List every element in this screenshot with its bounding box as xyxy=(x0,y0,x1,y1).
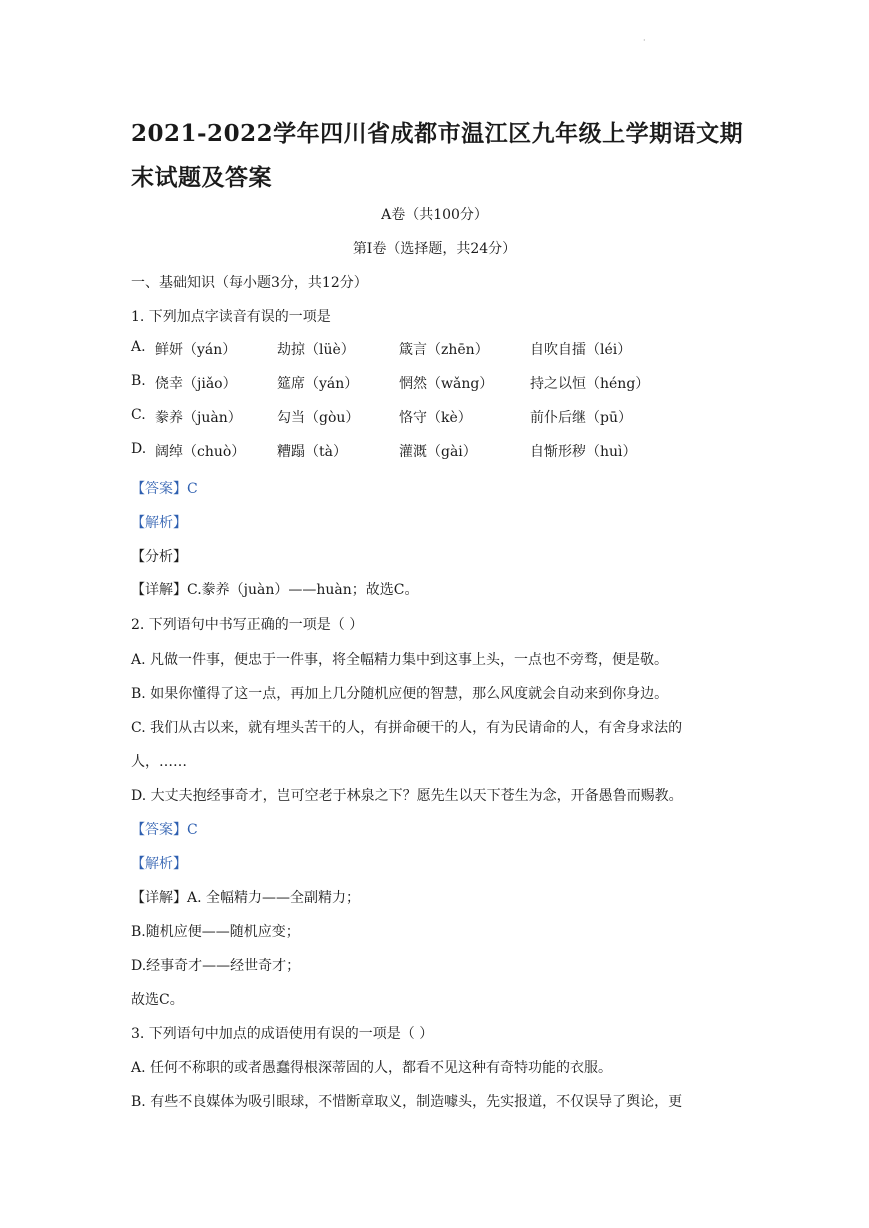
option-item: 持之以恒（héng） xyxy=(530,376,650,392)
q2-detail-3: D.经事奇才——经世奇才； xyxy=(131,958,301,974)
option-item: 前仆后继（pū） xyxy=(530,410,632,426)
option-item: 鲜妍（yán） xyxy=(155,342,237,358)
option-item: 糟蹋（tà） xyxy=(277,444,347,460)
option-label: D. xyxy=(131,441,147,457)
section-a-heading: A卷（共100分） xyxy=(381,207,488,223)
group-1-heading: 一、基础知识（每小题3分，共12分） xyxy=(131,275,368,291)
header-mark: · xyxy=(643,36,646,45)
option-item: 筵席（yán） xyxy=(277,376,359,392)
option-item: 恪守（kè） xyxy=(399,410,472,426)
option-item: 惘然（wǎng） xyxy=(399,376,494,392)
option-label: A. xyxy=(131,339,146,355)
option-label: B. xyxy=(131,373,146,389)
option-item: 劫掠（lüè） xyxy=(277,342,355,358)
q1-stem: 1. 下列加点字读音有误的一项是 xyxy=(131,309,331,325)
option-item: 侥幸（jiǎo） xyxy=(155,376,237,392)
q2-answer: 【答案】C xyxy=(131,822,198,838)
q1-detail: 【详解】C.豢养（juàn）——huàn；故选C。 xyxy=(131,582,419,598)
option-item: 勾当（gòu） xyxy=(277,410,360,426)
q1-fenxi: 【分析】 xyxy=(131,549,187,565)
q3-option-a: A. 任何不称职的或者愚蠢得根深蒂固的人，都看不见这种有奇特功能的衣服。 xyxy=(131,1060,613,1076)
q2-option-d: D. 大丈夫抱经事奇才，岂可空老于林泉之下？愿先生以天下苍生为念，开备愚鲁而赐教。 xyxy=(131,788,683,804)
q1-analysis-tag: 【解析】 xyxy=(131,515,187,531)
option-item: 自惭形秽（huì） xyxy=(530,444,637,460)
option-item: 灌溉（gài） xyxy=(399,444,477,460)
option-item: 自吹自擂（léi） xyxy=(530,342,632,358)
q2-detail-2: B.随机应便——随机应变； xyxy=(131,924,300,940)
q2-analysis-tag: 【解析】 xyxy=(131,856,187,872)
q1-answer: 【答案】C xyxy=(131,481,198,497)
q3-option-b: B. 有些不良媒体为吸引眼球，不惜断章取义，制造噱头，先实报道，不仅误导了舆论，更 xyxy=(131,1094,683,1110)
part-1-heading: 第Ⅰ卷（选择题，共24分） xyxy=(352,241,517,257)
q2-detail-1: 【详解】A. 全幅精力——全副精力； xyxy=(131,890,361,906)
option-item: 豢养（juàn） xyxy=(155,410,242,426)
q3-stem: 3. 下列语句中加点的成语使用有误的一项是（ ） xyxy=(131,1026,434,1042)
q2-option-a: A. 凡做一件事，便忠于一件事，将全幅精力集中到这事上头，一点也不旁骛，便是敬。 xyxy=(131,652,669,668)
q2-stem: 2. 下列语句中书写正确的一项是（ ） xyxy=(131,617,364,633)
q2-option-c-line1: C. 我们从古以来，就有埋头苦干的人，有拼命硬干的人，有为民请命的人，有舍身求法的 xyxy=(131,720,683,736)
q2-option-b: B. 如果你懂得了这一点，再加上几分随机应便的智慧，那么风度就会自动来到你身边。 xyxy=(131,686,669,702)
page-title: 2021-2022学年四川省成都市温江区九年级上学期语文期末试题及答案 xyxy=(131,120,744,191)
option-label: C. xyxy=(131,407,146,423)
option-item: 箴言（zhēn） xyxy=(399,342,489,358)
q2-option-c-line2: 人，…… xyxy=(131,754,187,770)
q2-detail-4: 故选C。 xyxy=(131,992,184,1008)
option-item: 阔绰（chuò） xyxy=(155,444,246,460)
